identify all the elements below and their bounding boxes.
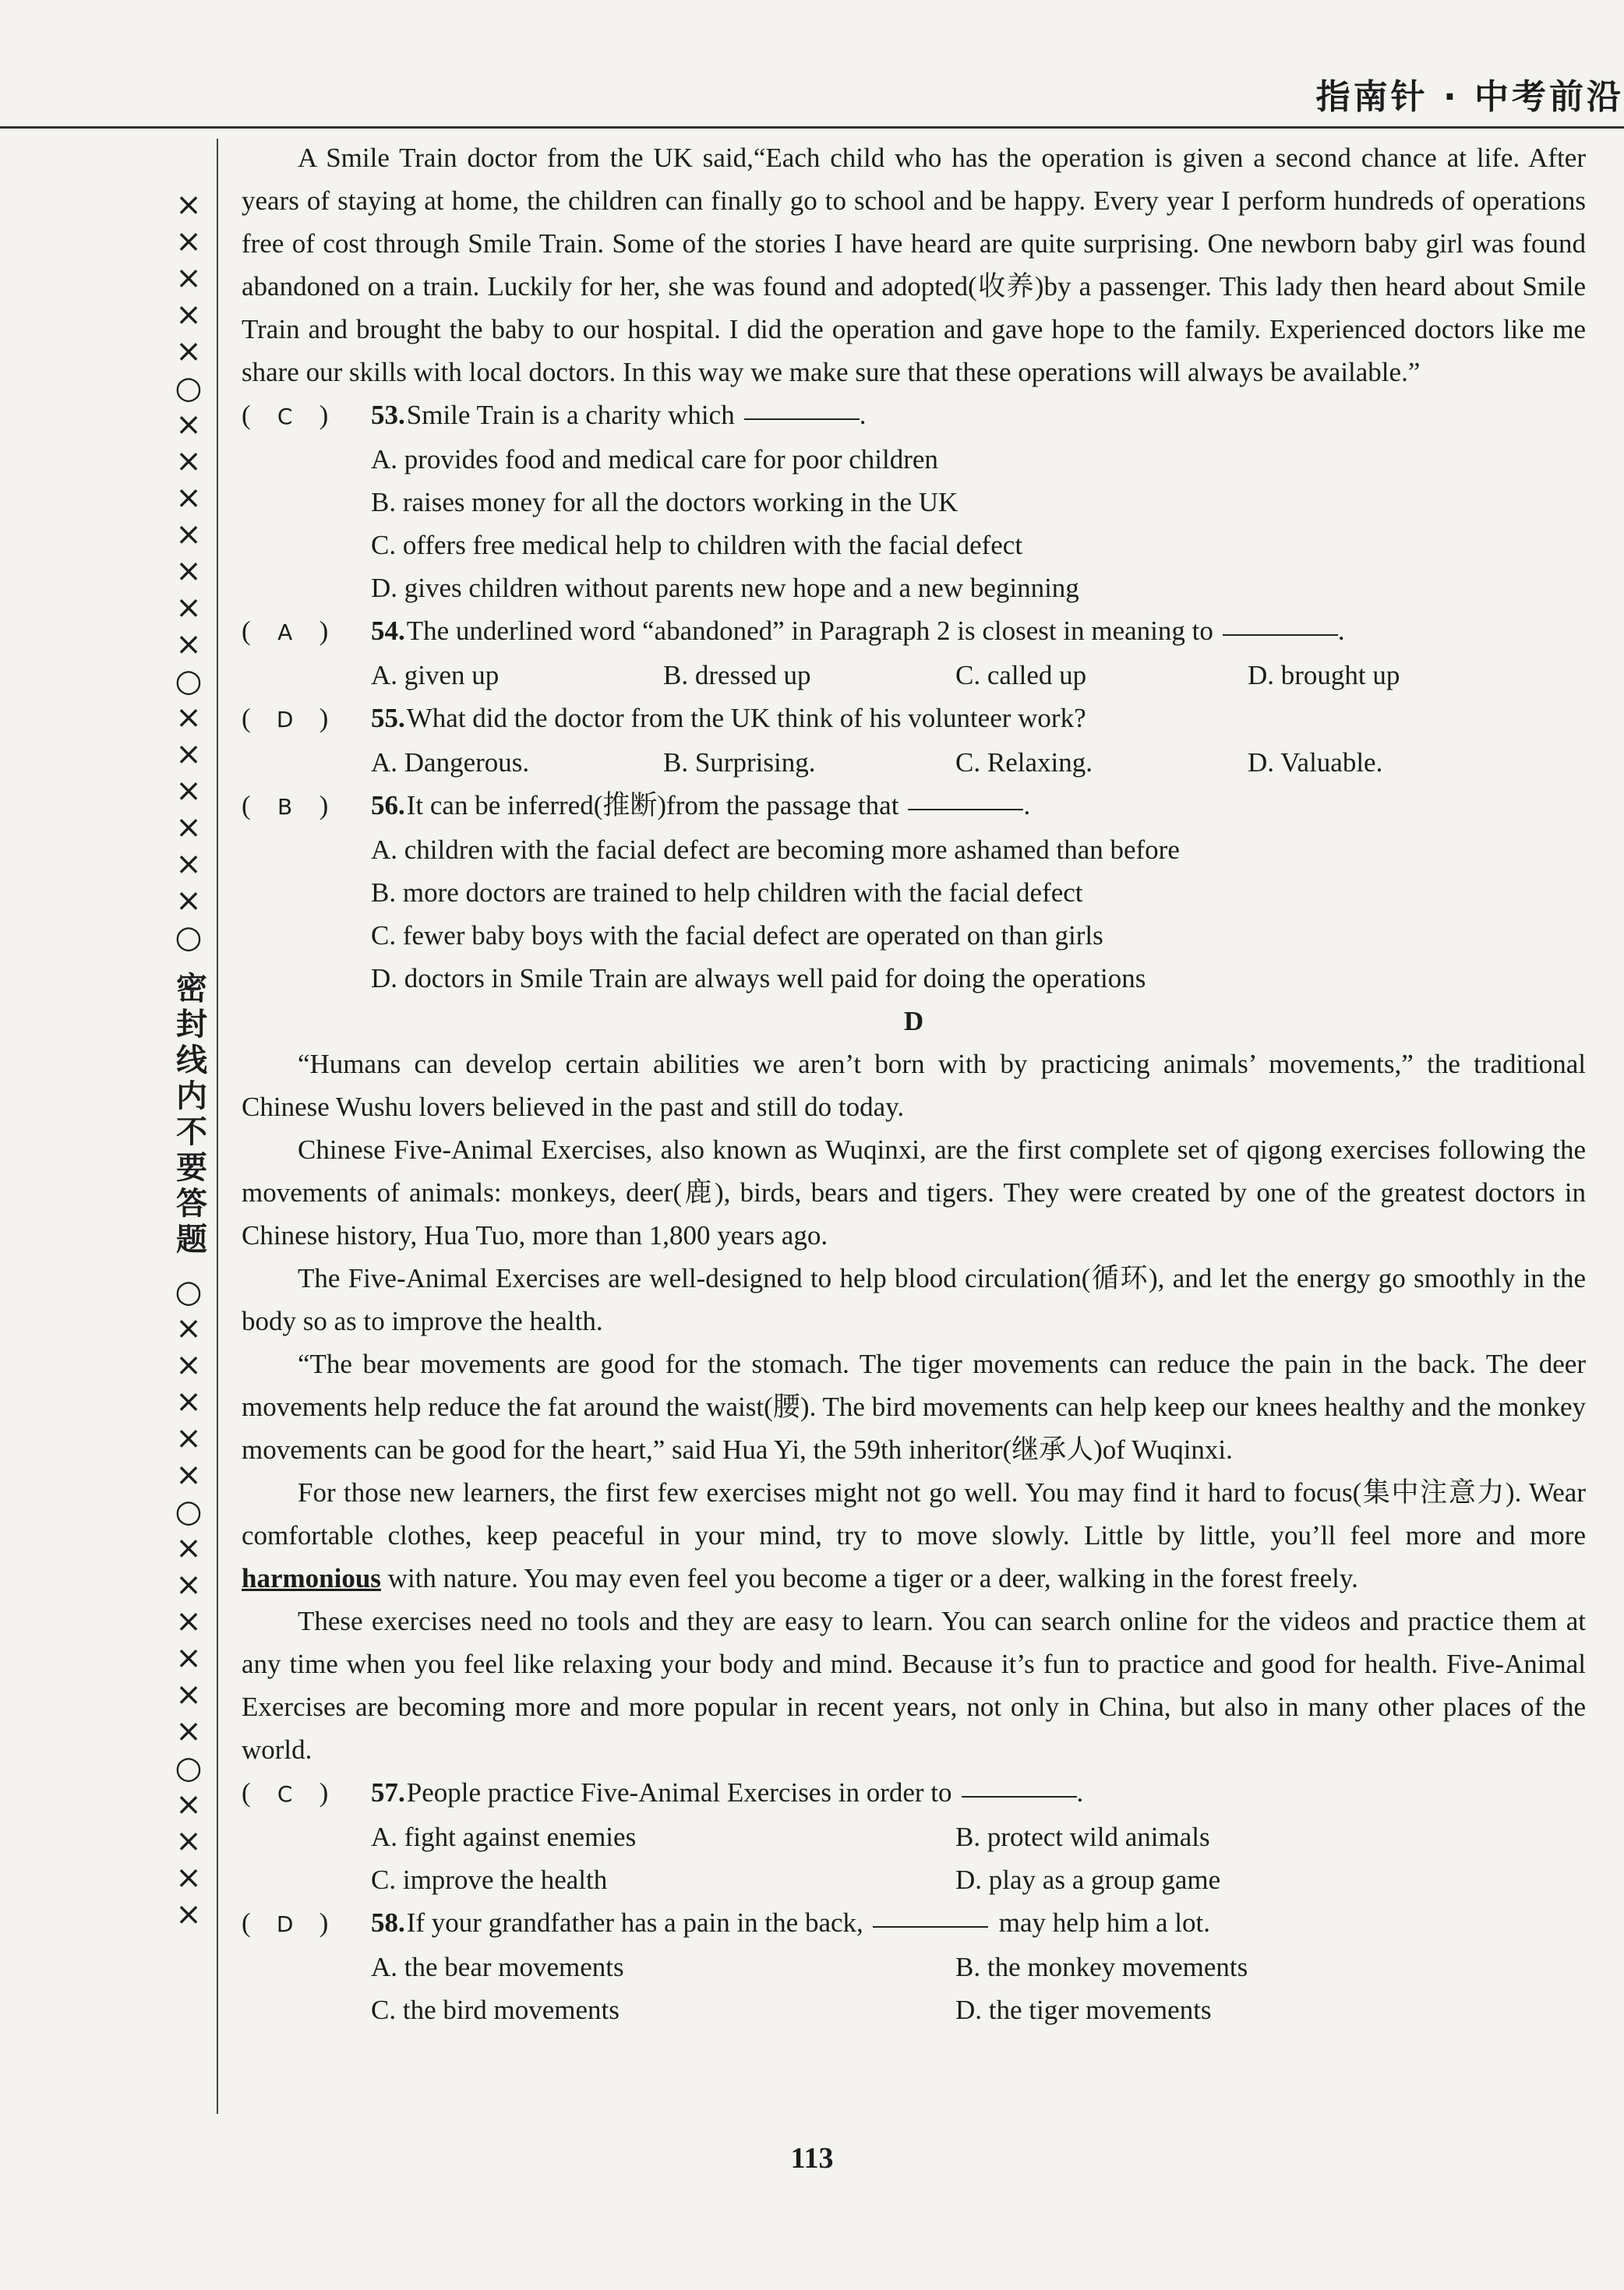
option: A. provides food and medical care for poor children (371, 444, 938, 475)
answer-mark: D (276, 707, 294, 732)
passage-d-paragraph-6: These exercises need no tools and they are easy to learn. You can search online for the videos and practice them at any time when you feel like relaxing your body and mind. Because it’s fun to practice and good for health. Five-Animal Exercises are becoming more and more popular in recent years, not only in China, but also in many other places of the world. (242, 1606, 1586, 1765)
cross-mark: × (175, 883, 202, 919)
option: D. gives children without parents new hope and a new beginning (371, 573, 1079, 603)
cross-mark: × (175, 1677, 202, 1713)
question-stem (242, 609, 1586, 654)
cross-mark: × (175, 1860, 202, 1896)
circle-mark: ○ (175, 919, 203, 955)
cross-mark: × (175, 700, 202, 736)
question-number: 54. (371, 616, 405, 646)
cross-mark: × (175, 1420, 202, 1456)
question-stem (242, 393, 1586, 438)
underlined-word: harmonious (242, 1563, 381, 1593)
p5-after: with nature. You may even feel you become a tiger or a deer, walking in the forest freely. (387, 1563, 1358, 1593)
cross-mark: × (175, 480, 202, 516)
option: C. offers free medical help to children with the facial defect (371, 530, 1023, 560)
answer-paren: ( D ) (242, 1901, 371, 1946)
answer-blank (873, 1901, 988, 1928)
cross-mark: × (175, 810, 202, 845)
passage-d-paragraph-4: “The bear movements are good for the stomach. The tiger movements can reduce the pain in the back. The deer movements help reduce the fat around the waist(腰). The bird movements can help keep our knees healthy and the monkey movements can be good for the heart,” said Hua Yi, the 59th inheritor(继承人)of Wuqinxi. (242, 1349, 1586, 1465)
cross-mark: × (175, 736, 202, 772)
answer-mark: B (277, 794, 293, 820)
questions-d (242, 1771, 1586, 2031)
header-rule (0, 126, 1624, 129)
answer-paren: ( C ) (242, 1771, 371, 1815)
option: D. play as a group game (955, 1865, 1221, 1895)
answer-mark: C (277, 1781, 293, 1807)
p5-before: For those new learners, the first few exercises might not go well. You may find it hard to focus(集中注意力). Wear comfortable clothes, keep peaceful in your mind, try to move slowly. Little by little, you’ll feel more and more (242, 1477, 1586, 1551)
answer-mark: A (277, 619, 293, 645)
options-row (371, 1858, 1586, 1901)
answer-mark: D (276, 1911, 294, 1937)
option: A. given up (371, 660, 500, 690)
passage-d-paragraph-2: Chinese Five-Animal Exercises, also known as Wuqinxi, are the first complete set of qigong exercises following the movements of animals: monkeys, deer(鹿), birds, bears and tigers. They were created by one of the greatest doctors in Chinese history, Hua Tuo, more than 1,800 years ago. (242, 1134, 1586, 1251)
section-label: D (903, 1006, 924, 1036)
question-text: Smile Train is a charity which (406, 400, 735, 430)
cross-mark: × (175, 1897, 202, 1932)
circle-mark: ○ (175, 370, 203, 406)
option: A. children with the facial defect are becoming more ashamed than before (371, 834, 1180, 865)
options-row (371, 654, 1586, 697)
cross-mark: × (175, 1713, 202, 1749)
circle-mark: ○ (175, 1494, 203, 1530)
options-row (371, 1988, 1586, 2031)
option: C. improve the health (371, 1865, 608, 1895)
option: D. brought up (1248, 660, 1400, 690)
question-text: It can be inferred(推断)from the passage that (406, 790, 899, 820)
answer-blank (744, 393, 860, 420)
cross-mark: × (175, 773, 202, 809)
binding-margin (165, 187, 212, 2110)
question-end: . (859, 400, 867, 430)
circle-mark: ○ (175, 663, 203, 699)
question-end: . (1023, 790, 1031, 820)
cross-mark: × (175, 187, 202, 223)
answer-paren: ( C ) (242, 393, 371, 438)
cross-mark: × (175, 333, 202, 369)
cross-mark: × (175, 297, 202, 333)
binding-marks-top (175, 187, 203, 956)
options (242, 1946, 1586, 2031)
circle-mark: ○ (175, 1274, 203, 1310)
question-number: 58. (371, 1907, 405, 1938)
cross-mark: × (175, 1457, 202, 1493)
page-number: 113 (790, 2142, 834, 2175)
option: B. dressed up (663, 660, 811, 690)
question-text: If your grandfather has a pain in the back, (406, 1907, 863, 1938)
cross-mark: × (175, 1567, 202, 1603)
answer-paren: ( A ) (242, 609, 371, 654)
option: D. the tiger movements (955, 1995, 1212, 2025)
question-stem (242, 784, 1586, 828)
cross-mark: × (175, 1384, 202, 1420)
option: C. called up (955, 660, 1087, 690)
question-end: . (1337, 616, 1345, 646)
cross-mark: × (175, 1787, 202, 1822)
option: B. protect wild animals (955, 1822, 1210, 1852)
cross-mark: × (175, 553, 202, 589)
passage-d-paragraph-1: “Humans can develop certain abilities we aren’t born with by practicing animals’ movements,” the traditional Chinese Wushu lovers believed in the past and still do today. (242, 1049, 1586, 1122)
option: D. doctors in Smile Train are always well paid for doing the operations (371, 963, 1146, 993)
cross-mark: × (175, 517, 202, 552)
option: C. Relaxing. (955, 747, 1093, 778)
cross-mark: × (175, 1347, 202, 1383)
passage-c-paragraph: A Smile Train doctor from the UK said,“Each child who has the operation is given a second chance at life. After years of staying at home, the children can finally go to school and be happy. Every year I perform hundreds of operations free of cost through Smile Train. Some of the stories I have heard are quite surprising. One newborn baby girl was found abandoned on a train. Luckily for her, she was found and adopted(收养)by a passenger. This lady then heard about Smile Train and brought the baby to our hospital. I did the operation and gave hope to the family. Experienced doctors like me share our skills with local doctors. In this way we make sure that these operations will always be available.” (242, 143, 1586, 387)
page-content (242, 136, 1586, 2031)
circle-mark: ○ (175, 1750, 203, 1786)
question-text: What did the doctor from the UK think of his volunteer work? (406, 703, 1086, 733)
question-text: People practice Five-Animal Exercises in order to (406, 1777, 952, 1808)
answer-blank (962, 1771, 1077, 1798)
question-number: 53. (371, 400, 405, 430)
passage-d-paragraph-5 (242, 1471, 1586, 1600)
cross-mark: × (175, 260, 202, 296)
answer-paren: ( D ) (242, 697, 371, 741)
option: A. fight against enemies (371, 1822, 637, 1852)
header-title: 指南针 · 中考前沿 (1315, 77, 1624, 117)
option: B. raises money for all the doctors working in the UK (371, 487, 959, 517)
answer-paren: ( B ) (242, 784, 371, 828)
cross-mark: × (175, 1530, 202, 1566)
cross-mark: × (175, 590, 202, 626)
question-number: 56. (371, 790, 405, 820)
options (242, 1815, 1586, 1901)
question-stem (242, 1901, 1586, 1946)
question-stem (242, 1771, 1586, 1815)
options (242, 741, 1586, 784)
passage-d-paragraph-3: The Five-Animal Exercises are well-designed to help blood circulation(循环), and let the energy go smoothly in the body so as to improve the health. (242, 1263, 1586, 1336)
questions-c (242, 393, 1586, 1000)
answer-mark: C (277, 404, 293, 429)
option: C. the bird movements (371, 1995, 620, 2025)
option: B. more doctors are trained to help children with the facial defect (371, 877, 1083, 908)
binding-note: 密封线内不要答题 (171, 972, 207, 1258)
options (242, 828, 1586, 1000)
cross-mark: × (175, 407, 202, 443)
question-stem (242, 697, 1586, 741)
cross-mark: × (175, 1640, 202, 1676)
option: C. fewer baby boys with the facial defect are operated on than girls (371, 920, 1103, 951)
question-text: The underlined word “abandoned” in Paragraph 2 is closest in meaning to (406, 616, 1213, 646)
question-number: 57. (371, 1777, 405, 1808)
options-row (371, 741, 1586, 784)
answer-blank (1223, 609, 1338, 636)
binding-marks-bottom (175, 1274, 203, 1933)
option: B. Surprising. (663, 747, 816, 778)
cross-mark: × (175, 1311, 202, 1346)
options (242, 654, 1586, 697)
option: D. Valuable. (1248, 747, 1383, 778)
option: A. Dangerous. (371, 747, 530, 778)
cross-mark: × (175, 626, 202, 662)
options (242, 438, 1586, 609)
binding-line (217, 139, 218, 2114)
question-end: . (1076, 1777, 1084, 1808)
cross-mark: × (175, 443, 202, 479)
answer-blank (908, 784, 1023, 810)
options-row (371, 1946, 1586, 1988)
question-tail: may help him a lot. (998, 1907, 1210, 1938)
options-row (371, 1815, 1586, 1858)
cross-mark: × (175, 846, 202, 882)
option: B. the monkey movements (955, 1952, 1248, 1982)
cross-mark: × (175, 1823, 202, 1859)
option: A. the bear movements (371, 1952, 624, 1982)
cross-mark: × (175, 1604, 202, 1639)
question-number: 55. (371, 703, 405, 733)
cross-mark: × (175, 224, 202, 259)
